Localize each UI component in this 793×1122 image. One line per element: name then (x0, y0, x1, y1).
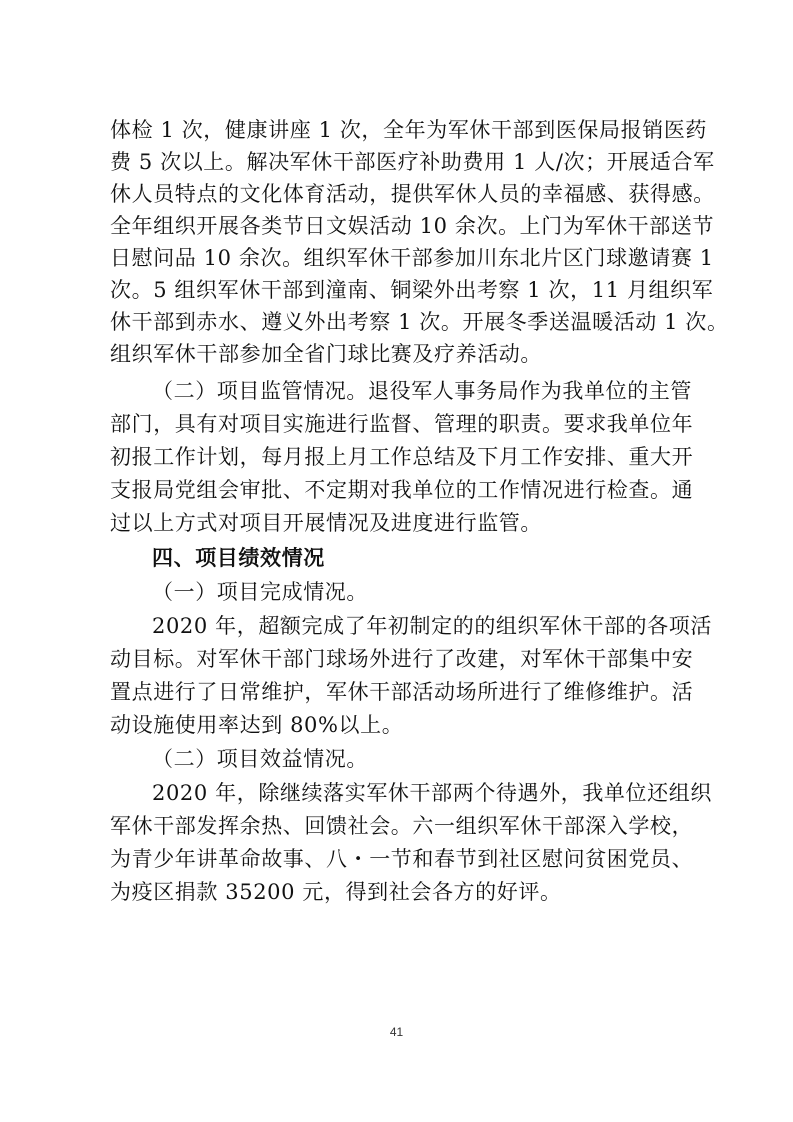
paragraph-line: 为疫区捐款 35200 元，得到社会各方的好评。 (110, 880, 562, 904)
paragraph-line: 休人员特点的文化体育活动，提供军休人员的幸福感、获得感。 (110, 182, 715, 206)
paragraph-line: 次。5 组织军休干部到潼南、铜梁外出考察 1 次，11 月组织军 (110, 278, 714, 302)
subsection-heading-line: （二）项目监管情况。退役军人事务局作为我单位的主管 (152, 379, 692, 403)
paragraph-line: 费 5 次以上。解决军休干部医疗补助费用 1 人/次；开展适合军 (110, 150, 715, 174)
paragraph-line: 支报局党组会审批、不定期对我单位的工作情况进行检查。通 (110, 478, 694, 502)
paragraph-line: 2020 年，除继续落实军休干部两个待遇外，我单位还组织 (152, 781, 712, 805)
paragraph-line: 军休干部发挥余热、回馈社会。六一组织军休干部深入学校， (110, 814, 694, 838)
paragraph-line: 休干部到赤水、遵义外出考察 1 次。开展冬季送温暖活动 1 次。 (110, 310, 729, 334)
paragraph-line: 置点进行了日常维护，军休干部活动场所进行了维修维护。活 (110, 680, 694, 704)
paragraph-line: 动目标。对军休干部门球场外进行了改建，对军休干部集中安 (110, 647, 694, 671)
paragraph-line: 日慰问品 10 余次。组织军休干部参加川东北片区门球邀请赛 1 (110, 246, 714, 270)
subsection-heading: （二）项目效益情况。 (152, 747, 368, 771)
section-heading: 四、项目绩效情况 (152, 546, 325, 570)
paragraph-line: 动设施使用率达到 80%以上。 (110, 713, 404, 737)
paragraph-line: 初报工作计划，每月报上月工作总结及下月工作安排、重大开 (110, 445, 694, 469)
subsection-heading: （一）项目完成情况。 (152, 580, 368, 604)
paragraph-line: 2020 年，超额完成了年初制定的的组织军休干部的各项活 (152, 614, 712, 638)
paragraph-line: 过以上方式对项目开展情况及进度进行监管。 (110, 511, 542, 535)
paragraph-line: 为青少年讲革命故事、八・一节和春节到社区慰问贫困党员、 (110, 847, 694, 871)
paragraph-line: 全年组织开展各类节日文娱活动 10 余次。上门为军休干部送节 (110, 214, 715, 238)
paragraph-line: 体检 1 次，健康讲座 1 次，全年为军休干部到医保局报销医药 (110, 118, 708, 142)
page-number: 41 (389, 1025, 404, 1039)
paragraph-line: 组织军休干部参加全省门球比赛及疗养活动。 (110, 342, 542, 366)
paragraph-line: 部门，具有对项目实施进行监督、管理的职责。要求我单位年 (110, 412, 694, 436)
